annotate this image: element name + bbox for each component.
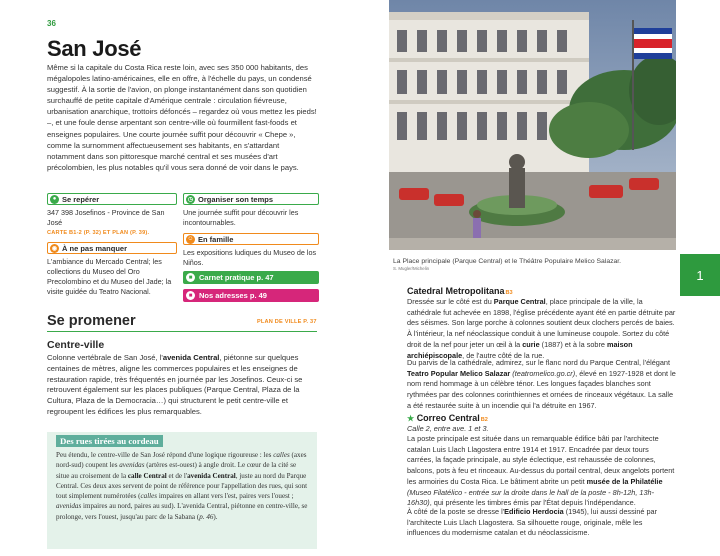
clock-icon: ◷ xyxy=(187,196,194,203)
photo-illustration xyxy=(389,0,676,250)
subsection-title: Centre-ville xyxy=(47,339,105,351)
section-title: Se promener xyxy=(47,313,136,329)
photo-caption: La Place principale (Parque Central) et le Théâtre Populaire Melico Salazar. xyxy=(393,258,622,265)
catedral-heading xyxy=(407,286,513,296)
correo-address: Calle 2, entre ave. 1 et 3. xyxy=(407,424,489,433)
organiser-box xyxy=(183,193,319,228)
ne-pas-manquer-box xyxy=(47,242,177,297)
correo-paragraph-2: À côté de la poste se dresse l'Edificio Herdocia (1945), lui aussi dessiné par l'architecte Luis Llach Llagostera. Sa silhouette rouge, originale, mêle les influences du modernisme catalan et du néoclassicisme. xyxy=(407,507,658,538)
correo-map-code[interactable]: B2 xyxy=(480,417,488,423)
sidebar-box xyxy=(47,432,317,549)
organiser-text: Une journée suffit pour découvrir les incontournables. xyxy=(183,208,299,227)
map-pin-icon: ● xyxy=(50,195,59,204)
carnet-pratique-link[interactable] xyxy=(183,271,319,284)
catedral-paragraph-2: Du parvis de la cathédrale, admirez, sur le flanc nord du Parque Central, l'élégant Teatro Popular Melico Salazar (teatromelico.go.cr), élevé en 1927-1928 et dont le nom rend hommage à un célèbre ténor. Les longues façades blanches sont rythmées par des colonnes corinthiennes et ornées de rinceaux végétaux. La salle a été restaurée suite à un incendie qui l'a détruite en 1967. xyxy=(407,358,676,410)
carnet-pratique-label: Carnet pratique p. 47 xyxy=(199,273,274,282)
parque-central-photo xyxy=(389,0,676,250)
page-title: San José xyxy=(47,36,142,61)
section-map-ref[interactable]: PLAN DE VILLE P. 37 xyxy=(257,319,317,325)
sidebar-title: Des rues tirées au cordeau xyxy=(56,435,163,447)
carnet-pratique-pill[interactable] xyxy=(183,271,319,284)
ne-pas-manquer-header xyxy=(47,242,177,254)
correo-heading xyxy=(407,413,488,423)
se-reperer-map-ref[interactable]: CARTE B1-2 (P. 32) ET PLAN (P. 39). xyxy=(47,230,150,236)
intro-paragraph: Même si la capitale du Costa Rica reste loin, avec ses 350 000 habitants, des mégalopoles latino-américaines, elle en offre, à l'échelle du pays, un condensé suggestif. À la sortie de l'avion, on plonge instantanément dans son quotidien surchauffé de petite capitale d'Amérique centrale : circulation fiévreuse, urbanisation anarchique, trottoirs défoncés – regardez où vous mettez les pieds! –, et une foule dense arpentant son centre-ville où fourmillent fast-foods et enseignes populaires. Une courte journée suffit pour découvrir « Chepe », comme la surnomment affectueusement ses habitants, en s'attardant notamment dans son pittoresque marché central et ses musées d'art précolombien, les plus notables qu'il vous sera donné de voir dans le pays. xyxy=(47,63,317,172)
nos-adresses-label: Nos adresses p. 49 xyxy=(199,291,267,300)
bed-icon: ■ xyxy=(186,291,195,300)
organiser-title: Organiser son temps xyxy=(198,194,274,204)
catedral-title: Catedral Metropolitana xyxy=(407,286,505,296)
nos-adresses-link[interactable] xyxy=(183,289,319,302)
en-famille-box xyxy=(183,233,319,268)
page-number: 36 xyxy=(47,19,56,28)
ne-pas-manquer-text: L'ambiance du Mercado Central; les collections du Museo del Oro Precolombino et du Museo del Jade; la visite guidée du Teatro Nacional. xyxy=(47,257,172,296)
correo-paragraph-1: La poste principale est située dans un remarquable édifice bâti par l'architecte catalan Luis Llach Llagostera entre 1914 et 1917. Encadrée par deux tours carrées, la façade principale, au style éclectique, est rehaussée de colonnes, balcons, pots à feu et rinceaux. Au-dessus du portail central, deux angelots portent les armoiries du Costa Rica. Le bâtiment abrite un petit musée de la Philatélie (Museo Filatélico - entrée sur la droite dans le hall de la poste - 8h-12h, 13h-16h30), qui présente les timbres émis par l'État depuis l'indépendance. xyxy=(407,434,675,508)
en-famille-title: En famille xyxy=(198,234,234,244)
correo-title: Correo Central xyxy=(416,413,480,423)
catedral-map-code[interactable]: B3 xyxy=(505,290,513,296)
book-icon: ■ xyxy=(186,273,195,282)
nos-adresses-pill[interactable] xyxy=(183,289,319,302)
sidebar-text: Peu étendu, le centre-ville de San José répond d'une logique rigoureuse : les calles (axes nord-sud) coupent les avenidas (artères est-ouest) à angle droit. Le cœur de la cité se situe au croisement de la calle Central et de l'avenida Central, juste au nord du Parque Central. Ces deux axes servent de point de référence pour l'appellation des rues, qui sont tout simplement numérotées (calles impaires en allant vers l'est, paires vers l'ouest ; avenidas impaires au nord, paires au sud). L'avenida Central, piétonne en centre-ville, se prolonge, vers l'ouest, jusqu'au parc de la Sabana (p. 46). xyxy=(56,451,308,521)
right-page xyxy=(383,0,720,556)
ne-pas-manquer-title: À ne pas manquer xyxy=(62,243,128,253)
photo-credit: S. Mugler/Michelin xyxy=(393,266,430,271)
se-reperer-header xyxy=(47,193,177,205)
organiser-header xyxy=(183,193,319,205)
en-famille-text: Les expositions ludiques du Museo de los Niños. xyxy=(183,248,317,267)
section-divider xyxy=(47,331,317,332)
eye-icon: ◉ xyxy=(51,245,58,252)
en-famille-header xyxy=(183,233,319,245)
family-icon: ☺ xyxy=(187,236,194,242)
star-icon: ★ xyxy=(407,414,415,423)
se-reperer-title: Se repérer xyxy=(62,194,100,204)
centre-ville-paragraph: Colonne vertébrale de San José, l'avenida Central, piétonne sur quelques centaines de mètres, aligne les commerces populaires et les enseignes de restauration rapide, très fréquentés en journée par les Josefinos. Ceux-ci se retrouvent également sur les places publiques (Parque Central, Plaza de la Cultura, Plaza de la Democracia…) qui structurent le petit centre-ville et regroupent les édifices les plus remarquables. xyxy=(47,353,303,416)
chapter-tab: 1 xyxy=(680,254,720,296)
se-reperer-box xyxy=(47,193,177,236)
catedral-paragraph-1: Dressée sur le côté est du Parque Central, place principale de la ville, la cathédrale fut achevée en 1898, l'église précédente ayant été en partie détruite par des séismes. Son large porche à colonnes soutient deux clochers percés de baies. À l'intérieur, la nef néoclassique conduit à une lumineuse coupole. Sortez du côté droit de la nef pour jeter un œil à la curie (1887) et à la sobre maison archiépiscopale, de l'autre côté de la rue. xyxy=(407,297,676,360)
se-reperer-text: 347 398 Josefinos - Province de San José xyxy=(47,208,165,227)
sidebar-page-ref[interactable]: p. 46 xyxy=(199,512,214,521)
